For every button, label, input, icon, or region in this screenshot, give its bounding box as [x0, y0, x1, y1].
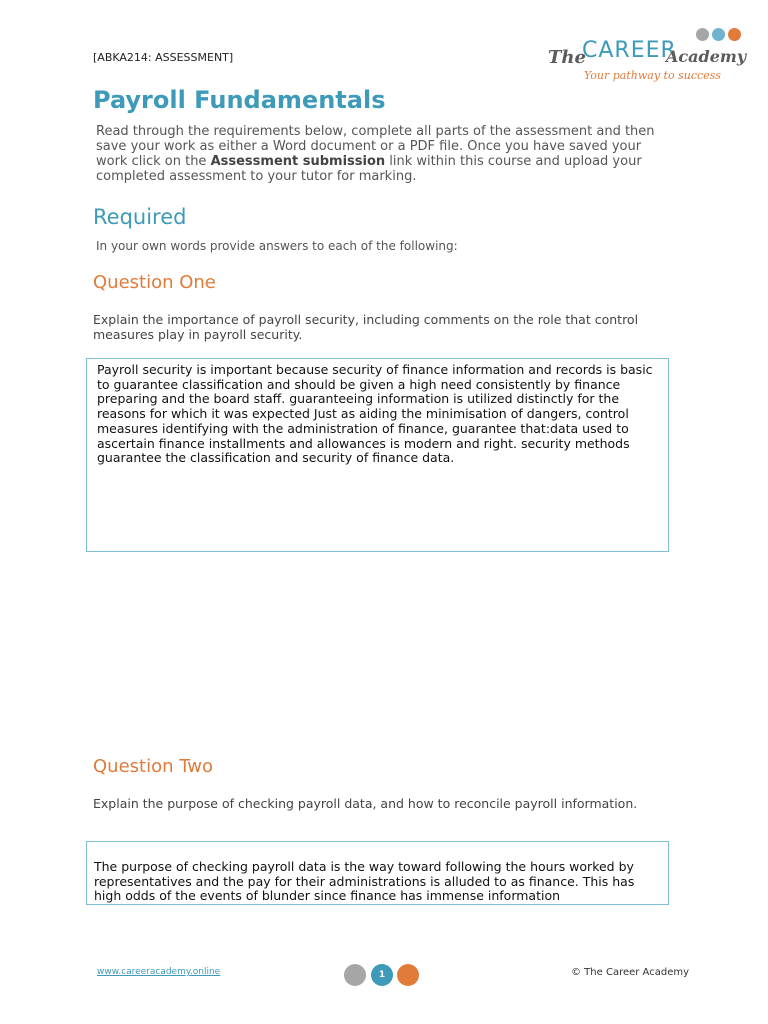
logo-dot-orange: [728, 28, 741, 41]
career-academy-logo: [548, 28, 748, 88]
page-number: 1: [371, 964, 393, 986]
logo-word-the: The: [548, 47, 586, 68]
question-two-heading: Question Two: [93, 756, 213, 777]
required-text: In your own words provide answers to each of the following:: [96, 239, 458, 253]
question-two-prompt: Explain the purpose of checking payroll data, and how to reconcile payroll information.: [93, 796, 638, 811]
question-one-heading: Question One: [93, 272, 216, 293]
page-dot-orange: [397, 964, 419, 986]
question-two-answer: The purpose of checking payroll data is the way toward following the hours worked by representatives and the pay for their administrations is alluded to as finance. This has high odds of the events of blunder since finance has immense information: [94, 859, 635, 904]
page-dot-grey: [344, 964, 366, 986]
logo-word-career: CAREER: [582, 38, 677, 63]
required-heading: Required: [93, 205, 187, 229]
footer-copyright: © The Career Academy: [571, 967, 690, 978]
document-code: [ABKA214: ASSESSMENT]: [93, 51, 234, 64]
logo-dot-grey: [696, 28, 709, 41]
question-one-prompt: Explain the importance of payroll security, including comments on the role that control measures play in payroll security.: [93, 312, 639, 342]
footer-website-link[interactable]: www.careeracademy.online: [97, 967, 221, 977]
question-two-answer-box[interactable]: [86, 841, 669, 905]
intro-text-bold: Assessment submission: [210, 154, 386, 169]
question-one-answer-box[interactable]: [86, 358, 669, 552]
intro-text-before: Read through the requirements below, complete all parts of the assessment and then save your work as either a Word document or a PDF file. Once you have saved your work click on the: [96, 124, 655, 169]
logo-tagline: Your pathway to success: [584, 69, 721, 82]
logo-word-academy: Academy: [666, 47, 747, 66]
page-title: Payroll Fundamentals: [93, 86, 386, 114]
intro-text-after: link within this course and upload your completed assessment to your tutor for marking.: [96, 154, 642, 184]
logo-dot-blue: [712, 28, 725, 41]
intro-paragraph: [96, 124, 676, 184]
question-one-answer: Payroll security is important because security of finance information and records is basic to guarantee classification and should be given a high need consistently by finance preparing and the board staff. guaranteeing information is utilized distinctly for the reasons for which it was expected Just as aiding the minimisation of dangers, control measures identifying with the administration of finance, guarantee that:data used to ascertain finance installments and allowances is modern and right. security methods guarantee the classification and security of finance data.: [97, 362, 653, 466]
